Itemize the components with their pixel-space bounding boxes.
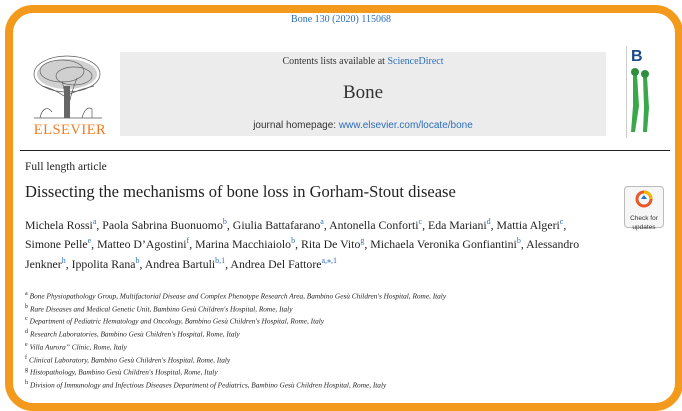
cover-bone-image: [627, 46, 671, 138]
affiliation-key: f: [25, 354, 27, 361]
affiliation-item: [25, 340, 625, 353]
author-name[interactable]: Simone Pelle: [25, 237, 88, 252]
affiliation-list: [25, 289, 625, 391]
affiliation-key: e: [25, 341, 28, 348]
affiliation-key: c: [25, 316, 28, 323]
author-name[interactable]: Rita De Vito: [300, 237, 361, 252]
author-name[interactable]: Giulia Battafarano: [232, 217, 321, 232]
affiliation-key: h: [25, 380, 28, 387]
author[interactable]: [230, 257, 337, 271]
author-affiliation-marker[interactable]: f: [186, 236, 190, 246]
author-name[interactable]: Paola Sabrina Buonuomo: [102, 217, 223, 232]
affiliation-key: a: [25, 291, 28, 297]
author[interactable]: [25, 218, 96, 232]
author-affiliation-marker[interactable]: b: [291, 236, 296, 246]
affiliation-key: d: [25, 329, 28, 336]
author-name[interactable]: Ippolita Rana: [71, 256, 136, 271]
author[interactable]: [301, 237, 364, 251]
affiliation-text: Clinical Laboratory, Bambino Gesù Children's Hospital, Rome, Italy: [29, 355, 231, 365]
author-affiliation-marker[interactable]: c: [559, 217, 564, 226]
author-affiliation-marker[interactable]: b: [135, 255, 140, 265]
author[interactable]: [195, 237, 295, 251]
affiliation-text: Bone Physiopathology Group, Multifactorial Disease and Complex Phenotype Research Area, Bambino Gesù Children's Hospital, Rome, Italy: [29, 291, 447, 301]
header-rule: [20, 150, 670, 151]
check-updates-icon: [635, 190, 653, 208]
affiliation-item: [25, 327, 625, 340]
author[interactable]: [428, 218, 491, 232]
author-list: Michela Rossi$^a$, Paola Sabrina Buonuomo$^b$, Giulia Battafarano$^a$, Antonella Conforti$^c$, Eda Mariani$^d$, Mattia Algeri$^c$, Simone Pelle$^e$, Matteo D’Agostini$^f$, Marina Macchiaiolo$^b$, Rita De Vito$^g$, Michaela Veronika Gonfiantini$^b$, Alessandro Jenkner$^h$, Ippolita Rana$^b$, Andrea Bartuli$^{b,1}$, Andrea Del Fattore$^{a,⁎,1}$: [25, 217, 580, 271]
author-affiliation-marker[interactable]: e: [87, 236, 92, 246]
author-name[interactable]: Michaela Veronika Gonfiantini: [370, 237, 517, 252]
affiliation-item: [25, 378, 625, 391]
author-name[interactable]: Michela Rossi: [25, 217, 93, 232]
check-updates-line2: updates: [632, 224, 656, 231]
journal-cover-thumbnail[interactable]: [626, 46, 671, 138]
check-for-updates-button[interactable]: [624, 186, 664, 231]
affiliation-item: [25, 365, 625, 378]
author-affiliation-marker[interactable]: g: [360, 236, 365, 246]
author-affiliation-marker[interactable]: b: [222, 217, 227, 226]
author-affiliation-marker[interactable]: d: [486, 217, 491, 226]
author[interactable]: [72, 257, 140, 271]
author-name[interactable]: Mattia Algeri: [496, 217, 560, 232]
affiliation-item: [25, 314, 625, 327]
author-affiliation-marker[interactable]: a: [320, 217, 324, 226]
author-affiliation-marker[interactable]: b: [516, 236, 521, 246]
author[interactable]: [25, 237, 91, 251]
author[interactable]: [233, 218, 324, 232]
author[interactable]: [145, 257, 225, 271]
article-title: Dissecting the mechanisms of bone loss in Gorham-Stout disease: [25, 182, 456, 201]
article-type: Full length article: [25, 161, 107, 173]
journal-title: Bone: [342, 82, 384, 103]
author[interactable]: [97, 237, 189, 251]
affiliation-item: [25, 289, 625, 302]
affiliation-text: Histopathology, Bambino Gesù Children's Hospital, Rome, Italy: [30, 367, 218, 377]
highlight-frame: [5, 5, 682, 411]
check-updates-line1: Check for: [630, 215, 658, 222]
affiliation-item: [25, 353, 625, 366]
author-name[interactable]: Andrea Del Fattore: [230, 256, 322, 271]
affiliation-text: Rare Diseases and Medical Genetic Unit, Bambino Gesù Children's Hospital, Rome, Italy: [30, 304, 293, 314]
affiliation-text: Villa Aurora” Clinic, Rome, Italy: [29, 342, 127, 352]
author-name[interactable]: Matteo D’Agostini: [97, 237, 187, 252]
sciencedirect-link[interactable]: ScienceDirect: [387, 56, 444, 67]
author-affiliation-marker[interactable]: c: [418, 217, 423, 226]
affiliation-item: [25, 302, 625, 315]
author-name[interactable]: Alessandro Jenkner: [25, 237, 580, 271]
homepage-prefix: journal homepage:: [253, 120, 337, 131]
author[interactable]: [102, 218, 227, 232]
affiliation-text: Department of Pediatric Hematology and Oncology, Bambino Gesù Children's Hospital, Rome, Italy: [29, 316, 325, 326]
homepage-link[interactable]: www.elsevier.com/locate/bone: [338, 120, 473, 131]
author[interactable]: [497, 218, 564, 232]
author-affiliation-marker[interactable]: a,⁎,1: [321, 255, 338, 265]
elsevier-wordmark: ELSEVIER: [33, 122, 107, 138]
author[interactable]: [329, 218, 422, 232]
cover-letter: B: [631, 48, 643, 65]
contents-line: [120, 56, 606, 67]
affiliation-text: Division of Immunology and Infectious Diseases Department of Pediatrics, Bambino Gesù Children Hospital, Rome, Italy: [30, 380, 387, 390]
author-name[interactable]: Marina Macchiaiolo: [195, 237, 292, 252]
author[interactable]: [370, 237, 521, 251]
contents-prefix: Contents lists available at: [282, 56, 385, 67]
homepage-line: [120, 120, 606, 131]
affiliation-text: Research Laboratories, Bambino Gesù Children's Hospital, Rome, Italy: [30, 329, 240, 339]
author-name[interactable]: Antonella Conforti: [329, 217, 419, 232]
affiliation-key: g: [25, 367, 28, 374]
affiliation-key: b: [25, 303, 28, 310]
author-affiliation-marker[interactable]: b,1: [215, 255, 226, 265]
author-name[interactable]: Andrea Bartuli: [144, 256, 216, 271]
journal-reference[interactable]: Bone 130 (2020) 115068: [291, 14, 391, 25]
author-affiliation-marker[interactable]: a: [92, 217, 97, 226]
author-name[interactable]: Eda Mariani: [428, 217, 487, 232]
author-affiliation-marker[interactable]: h: [61, 255, 66, 265]
